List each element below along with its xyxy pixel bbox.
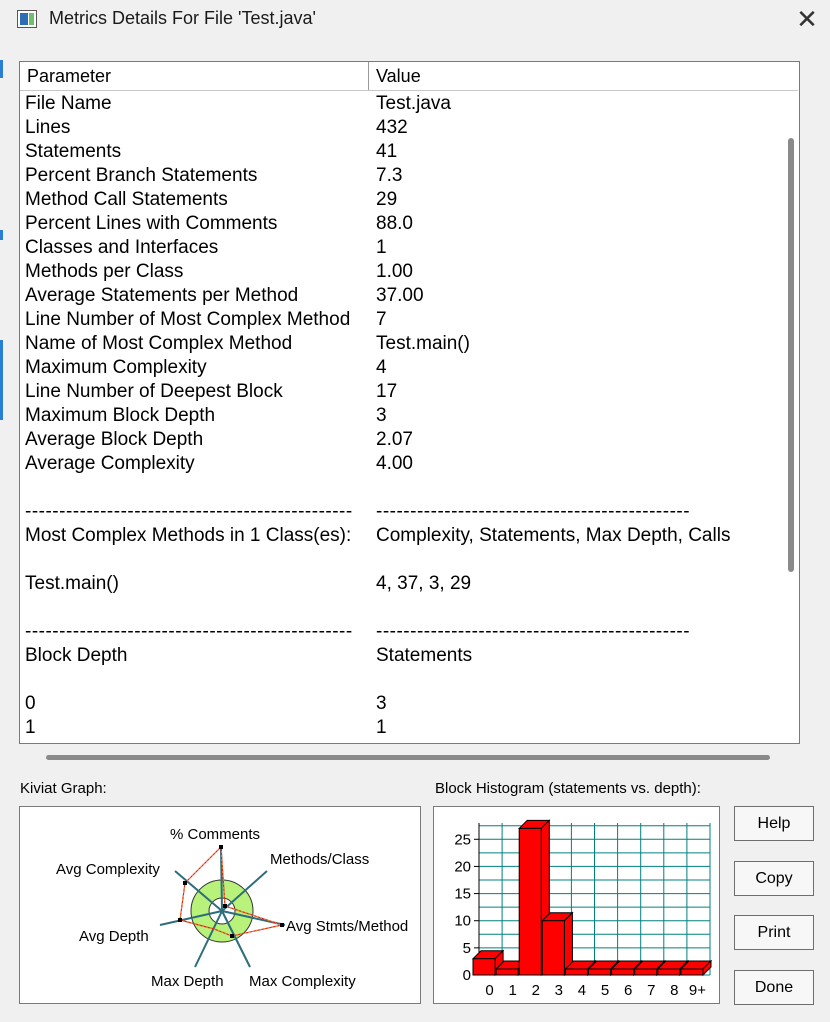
parameter-cell: Average Block Depth xyxy=(25,429,204,450)
value-cell: 41 xyxy=(376,141,398,162)
histogram-x-tick-label: 7 xyxy=(647,982,656,999)
histogram-y-tick-label: 15 xyxy=(454,885,471,903)
histogram-bar xyxy=(542,921,564,975)
window-edge-accent xyxy=(0,230,3,240)
horizontal-scrollbar[interactable] xyxy=(46,755,770,760)
kiviat-marker xyxy=(183,881,187,885)
kiviat-marker xyxy=(223,904,227,908)
histogram-y-tick-label: 10 xyxy=(454,912,471,930)
table-row[interactable] xyxy=(25,716,785,740)
column-header-value[interactable]: Value xyxy=(376,66,421,86)
parameter-cell: Method Call Statements xyxy=(25,189,228,210)
kiviat-axis-label-comments: % Comments xyxy=(170,826,261,843)
parameter-cell: 1 xyxy=(25,717,36,738)
parameter-cell: Block Depth xyxy=(25,645,128,666)
parameter-cell: Test.main() xyxy=(25,573,119,594)
value-cell: 1.00 xyxy=(376,261,413,282)
table-row[interactable] xyxy=(25,188,785,212)
histogram-x-tick-label: 4 xyxy=(577,982,587,999)
parameter-cell: Name of Most Complex Method xyxy=(25,333,293,354)
table-row[interactable] xyxy=(25,116,785,140)
table-row[interactable] xyxy=(25,668,785,692)
app-icon xyxy=(17,10,37,28)
close-icon[interactable]: ✕ xyxy=(796,4,818,34)
histogram-x-tick-label: 5 xyxy=(600,982,610,999)
histogram-bar xyxy=(519,828,541,975)
value-cell: 1 xyxy=(376,237,387,258)
kiviat-marker xyxy=(230,934,234,938)
parameter-cell: ------------------------------------------------ xyxy=(25,501,353,522)
metrics-table[interactable] xyxy=(19,61,800,744)
value-cell: 4.00 xyxy=(376,453,413,474)
parameter-cell: Average Complexity xyxy=(25,453,195,474)
parameter-cell: File Name xyxy=(25,93,112,114)
table-row[interactable] xyxy=(25,404,785,428)
table-row[interactable] xyxy=(25,572,785,596)
table-row[interactable] xyxy=(25,260,785,284)
histogram-svg xyxy=(434,807,719,1003)
table-row[interactable] xyxy=(25,620,785,644)
kiviat-axis-label-avg-depth: Avg Depth xyxy=(79,928,149,945)
parameter-cell: Percent Branch Statements xyxy=(25,165,258,186)
value-cell: 88.0 xyxy=(376,213,413,234)
value-cell: 3 xyxy=(376,405,387,426)
kiviat-axis-label-avg-stmts: Avg Stmts/Method xyxy=(286,918,409,935)
kiviat-axis-label-avg-complexity: Avg Complexity xyxy=(56,861,160,878)
vertical-scrollbar[interactable] xyxy=(788,138,794,572)
done-button[interactable]: Done xyxy=(734,970,814,1005)
parameter-cell: Lines xyxy=(25,117,71,138)
kiviat-graph xyxy=(19,806,421,1004)
value-cell: Complexity, Statements, Max Depth, Calls xyxy=(376,525,731,546)
parameter-cell: Methods per Class xyxy=(25,261,184,282)
window-edge-accent xyxy=(0,60,3,78)
parameter-cell: Average Statements per Method xyxy=(25,285,299,306)
parameter-cell: Line Number of Deepest Block xyxy=(25,381,283,402)
parameter-cell: Maximum Block Depth xyxy=(25,405,216,426)
value-cell: 3 xyxy=(376,693,387,714)
kiviat-marker xyxy=(280,923,284,927)
parameter-cell: ------------------------------------------------ xyxy=(25,621,353,642)
value-cell: 7 xyxy=(376,309,387,330)
print-button[interactable]: Print xyxy=(734,915,814,950)
table-row[interactable] xyxy=(25,164,785,188)
table-row[interactable] xyxy=(25,380,785,404)
histogram-y-tick-label: 0 xyxy=(462,967,471,984)
kiviat-axis-label-methods-class: Methods/Class xyxy=(270,851,370,868)
value-cell: 17 xyxy=(376,381,398,402)
table-header xyxy=(20,62,798,91)
parameter-cell: Percent Lines with Comments xyxy=(25,213,278,234)
table-row[interactable] xyxy=(25,236,785,260)
table-row[interactable] xyxy=(25,92,785,116)
column-header-parameter[interactable]: Parameter xyxy=(27,66,112,86)
histogram-x-tick-label: 1 xyxy=(508,982,517,999)
help-button[interactable]: Help xyxy=(734,806,814,841)
kiviat-marker xyxy=(219,845,223,849)
value-cell: ---------------------------------------------- xyxy=(376,621,691,642)
table-row[interactable] xyxy=(25,500,785,524)
histogram-x-tick-label: 8 xyxy=(670,982,679,999)
window-title: Metrics Details For File 'Test.java' xyxy=(49,8,316,28)
value-cell: ---------------------------------------------- xyxy=(376,501,691,522)
histogram-label: Block Histogram (statements vs. depth): xyxy=(435,780,701,797)
table-row[interactable] xyxy=(25,140,785,164)
table-row[interactable] xyxy=(25,428,785,452)
block-histogram xyxy=(433,806,720,1004)
table-row[interactable] xyxy=(25,596,785,620)
table-row[interactable] xyxy=(25,476,785,500)
table-row[interactable] xyxy=(25,308,785,332)
histogram-bar xyxy=(612,969,634,975)
table-row[interactable] xyxy=(25,356,785,380)
copy-button[interactable]: Copy xyxy=(734,861,814,896)
histogram-bar xyxy=(635,969,657,975)
histogram-x-tick-label: 9+ xyxy=(688,982,707,999)
value-cell: 4 xyxy=(376,357,387,378)
value-cell: Statements xyxy=(376,645,473,666)
table-row[interactable] xyxy=(25,332,785,356)
histogram-y-tick-label: 5 xyxy=(462,939,471,957)
parameter-cell: Maximum Complexity xyxy=(25,357,207,378)
histogram-bar xyxy=(565,969,587,975)
kiviat-axis-label-max-depth: Max Depth xyxy=(151,973,224,990)
histogram-x-tick-label: 3 xyxy=(554,982,564,999)
table-row[interactable] xyxy=(25,644,785,668)
title-bar xyxy=(0,0,830,40)
value-cell: 4, 37, 3, 29 xyxy=(376,573,472,594)
parameter-cell: 0 xyxy=(25,693,36,714)
parameter-cell: Statements xyxy=(25,141,122,162)
histogram-x-tick-label: 6 xyxy=(623,982,633,999)
value-cell: 1 xyxy=(376,717,387,738)
value-cell: 29 xyxy=(376,189,398,210)
kiviat-axis-label-max-complexity: Max Complexity xyxy=(249,973,356,990)
table-row[interactable] xyxy=(25,524,785,548)
table-row[interactable] xyxy=(25,284,785,308)
value-cell: Test.java xyxy=(376,93,451,114)
table-row[interactable] xyxy=(25,452,785,476)
histogram-x-tick-label: 0 xyxy=(485,982,494,999)
table-row[interactable] xyxy=(25,212,785,236)
parameter-cell: Classes and Interfaces xyxy=(25,237,219,258)
histogram-bar xyxy=(473,959,495,975)
kiviat-svg xyxy=(20,807,420,1003)
histogram-bar xyxy=(681,969,703,975)
value-cell: 2.07 xyxy=(376,429,413,450)
kiviat-marker xyxy=(178,918,182,922)
value-cell: 37.00 xyxy=(376,285,424,306)
value-cell: 432 xyxy=(376,117,408,138)
column-divider[interactable] xyxy=(368,62,369,90)
value-cell: 7.3 xyxy=(376,165,403,186)
table-row[interactable] xyxy=(25,692,785,716)
histogram-y-tick-label: 20 xyxy=(454,858,471,876)
histogram-x-tick-label: 2 xyxy=(531,982,540,999)
histogram-y-tick-label: 25 xyxy=(454,831,471,849)
parameter-cell: Most Complex Methods in 1 Class(es): xyxy=(25,525,352,546)
histogram-bar xyxy=(589,969,611,975)
window-edge-accent xyxy=(0,340,3,420)
histogram-bar xyxy=(496,969,518,975)
parameter-cell: Line Number of Most Complex Method xyxy=(25,309,351,330)
kiviat-label: Kiviat Graph: xyxy=(20,780,107,797)
value-cell: Test.main() xyxy=(376,333,470,354)
table-row[interactable] xyxy=(25,548,785,572)
histogram-bar xyxy=(658,969,680,975)
